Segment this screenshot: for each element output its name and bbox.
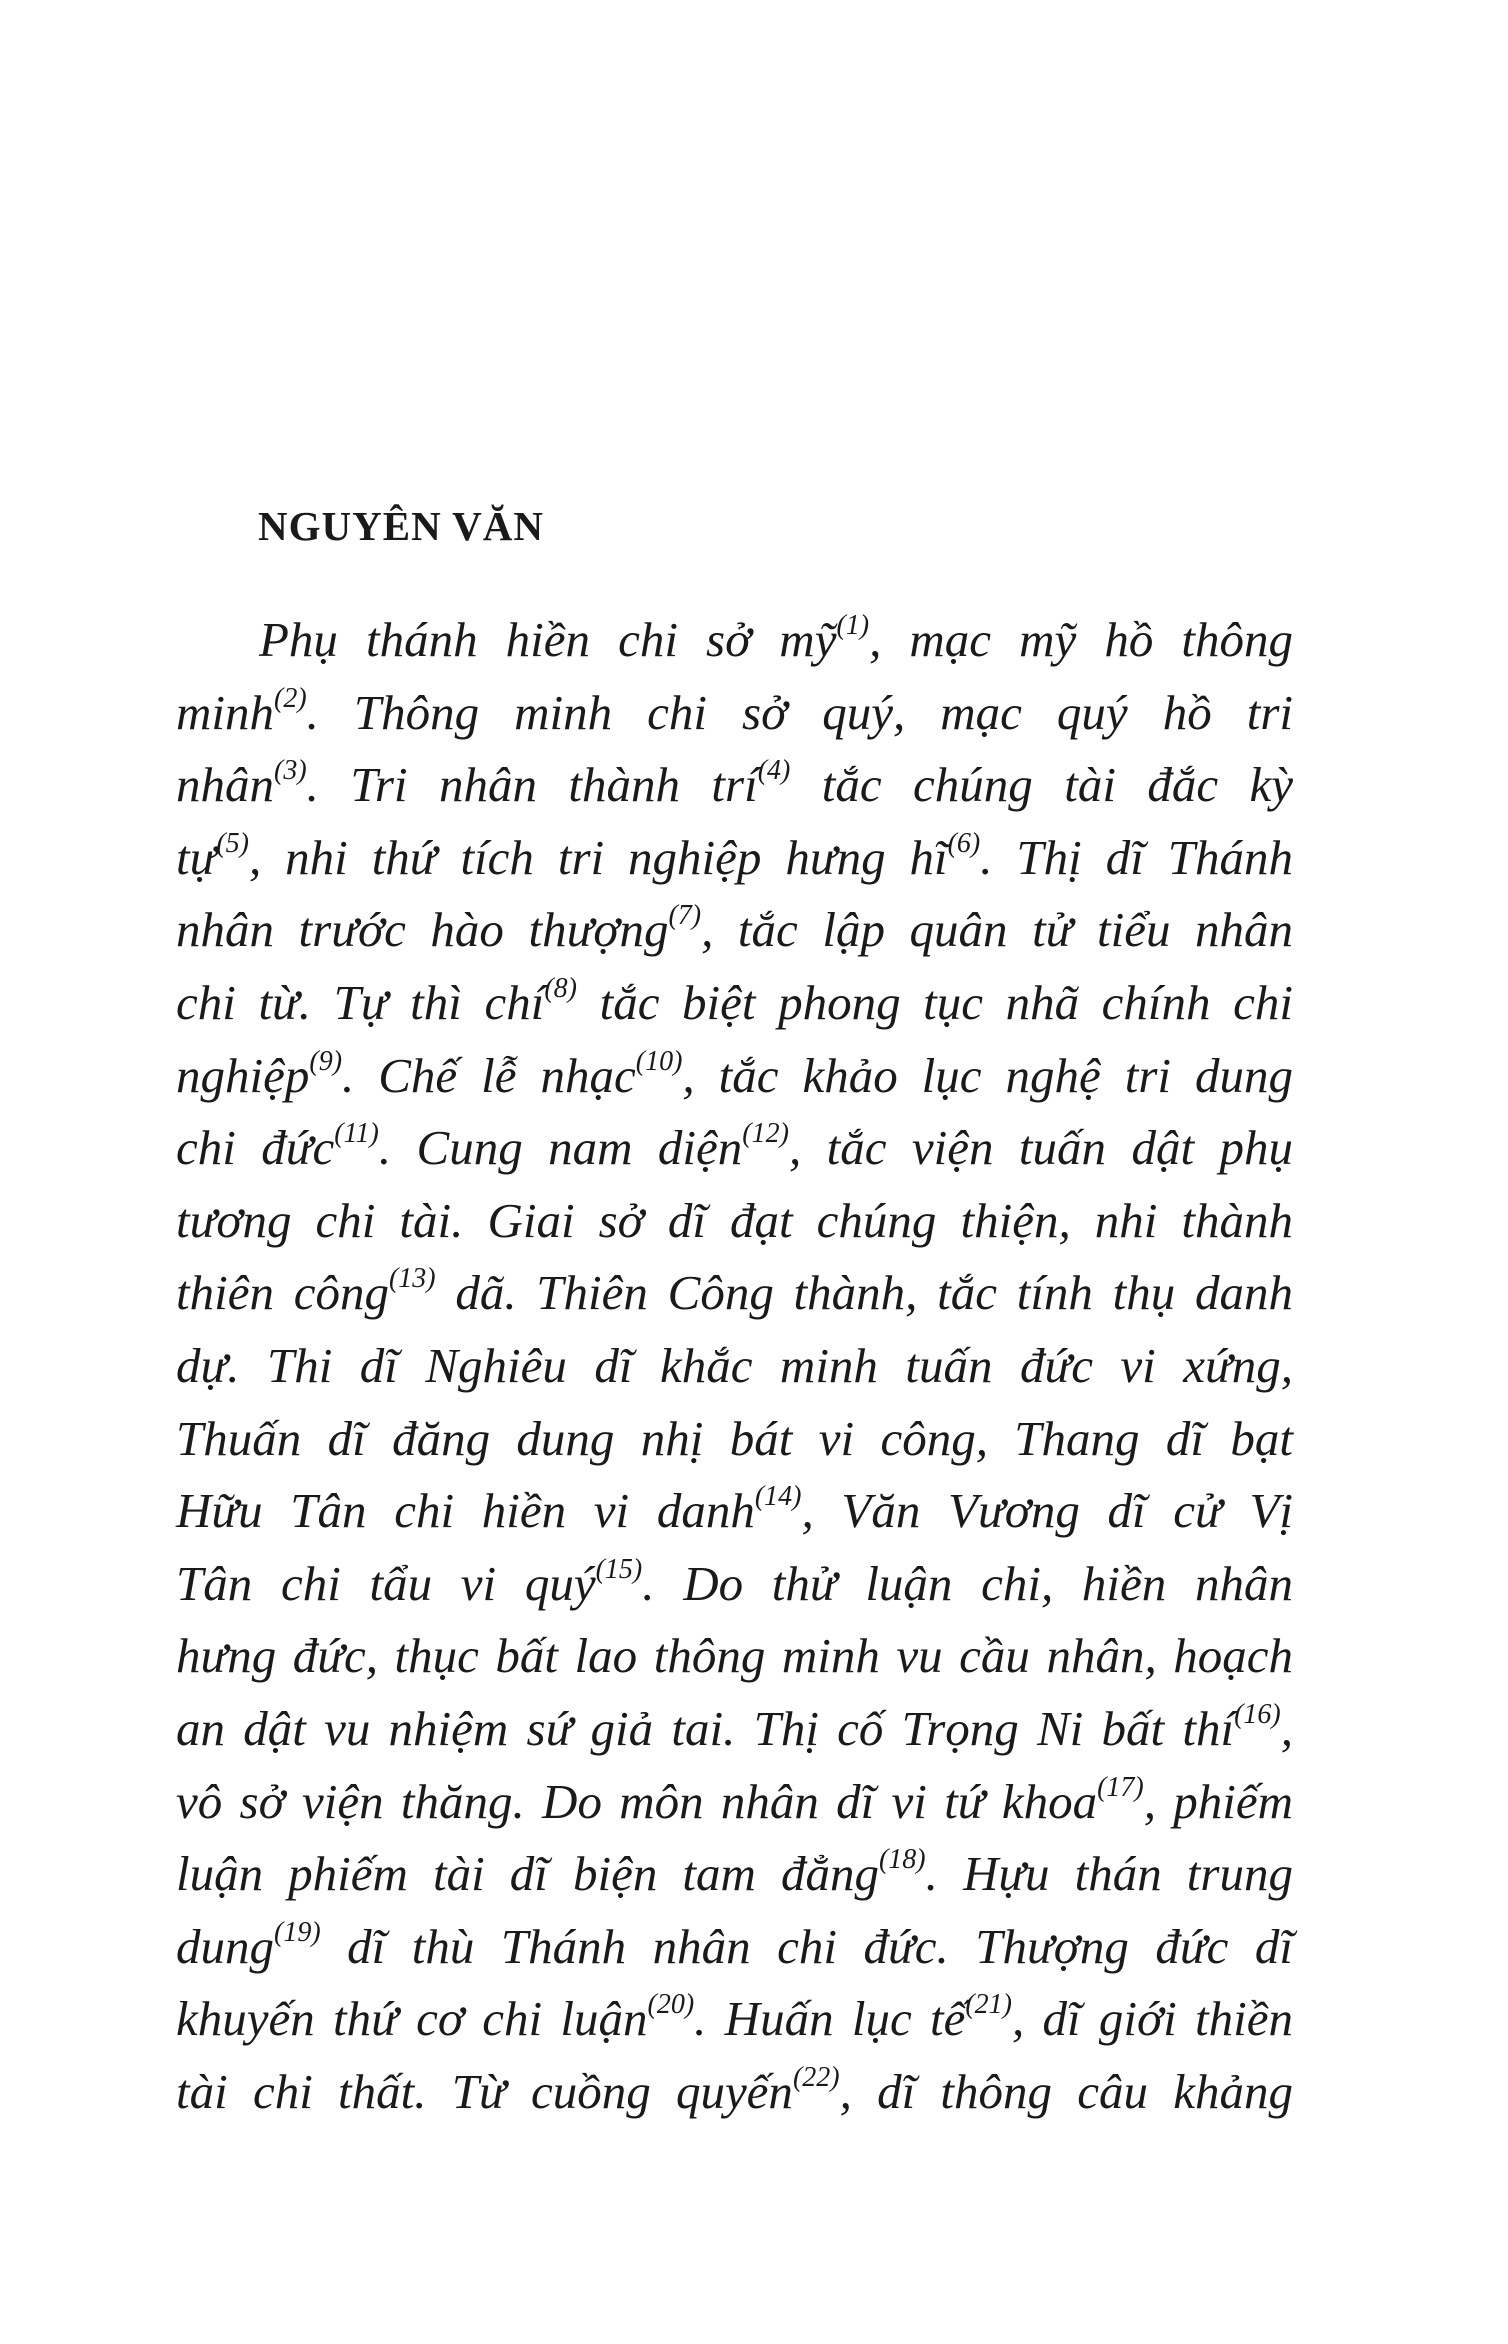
text-line — [176, 677, 1293, 750]
text-segment: khuyến thứ cơ chi luận — [176, 1991, 648, 2047]
text-line — [176, 1475, 1293, 1548]
text-line — [176, 1548, 1293, 1621]
text-segment: . Huấn lục tế — [694, 1991, 966, 2047]
section-heading: NGUYÊN VĂN — [258, 503, 545, 549]
text-segment: Tân chi tẩu vi quý — [176, 1555, 596, 1611]
text-segment: an dật vu nhiệm sứ giả tai. Thị cố Trọng Ni bất thí — [176, 1700, 1235, 1756]
footnote-marker: (10) — [635, 1045, 683, 1077]
text-line — [176, 1403, 1293, 1476]
text-line — [176, 749, 1293, 822]
text-line — [176, 1185, 1293, 1258]
text-segment: . Cung nam diện — [378, 1120, 743, 1176]
text-segment: nhân — [176, 757, 274, 813]
footnote-marker: (2) — [274, 682, 307, 714]
text-line — [176, 2056, 1293, 2129]
text-segment: . Thị dĩ Thánh — [980, 829, 1293, 885]
footnote-marker: (14) — [754, 1481, 802, 1513]
text-segment: , tắc khảo lục nghệ tri dung — [682, 1047, 1293, 1103]
footnote-marker: (5) — [216, 827, 249, 859]
text-line — [176, 1620, 1293, 1693]
footnote-marker: (17) — [1097, 1771, 1144, 1803]
text-line — [176, 822, 1293, 895]
text-segment: , tắc viện tuấn dật phụ — [788, 1120, 1294, 1176]
text-segment: , mạc mỹ hồ thông — [869, 612, 1293, 667]
text-segment: vô sở viện thăng. Do môn nhân dĩ vi tứ khoa — [176, 1773, 1098, 1829]
footnote-marker: (9) — [309, 1045, 343, 1077]
footnote-marker: (20) — [647, 1989, 695, 2021]
text-segment: luận phiếm tài dĩ biện tam đẳng — [176, 1846, 879, 1902]
text-segment: chi từ. Tự thì chí — [176, 974, 545, 1030]
body-paragraph — [176, 604, 1293, 2128]
footnote-marker: (16) — [1234, 1698, 1281, 1730]
footnote-marker: (6) — [947, 827, 981, 859]
text-line — [176, 1112, 1293, 1185]
text-segment: , dĩ giới thiền — [1011, 1991, 1293, 2047]
text-segment: tài chi thất. Từ cuồng quyến — [176, 2063, 793, 2119]
text-segment: tắc biệt phong tục nhã chính chi — [577, 974, 1293, 1030]
text-segment: tắc chúng tài đắc kỳ — [790, 757, 1294, 813]
text-segment: tự — [176, 829, 217, 885]
text-segment: dã. Thiên Công thành, tắc tính thụ danh — [435, 1265, 1293, 1321]
text-line — [176, 1330, 1293, 1403]
text-segment: , — [1280, 1700, 1293, 1756]
text-segment: dĩ thù Thánh nhân chi đức. Thượng đức dĩ — [320, 1918, 1293, 1974]
text-segment: dung — [176, 1918, 274, 1974]
text-segment: hưng đức, thục bất lao thông minh vu cầu nhân, hoạch — [176, 1628, 1293, 1684]
text-segment: Hữu Tân chi hiền vi danh — [176, 1483, 755, 1539]
footnote-marker: (4) — [757, 755, 791, 787]
text-segment: dự. Thi dĩ Nghiêu dĩ khắc minh tuấn đức vi xứng, — [176, 1337, 1293, 1393]
text-segment: . Tri nhân thành trí — [306, 757, 758, 813]
text-segment: , dĩ thông câu khảng — [839, 2063, 1293, 2119]
footnote-marker: (15) — [595, 1553, 643, 1585]
text-line — [176, 1983, 1293, 2056]
text-segment: nghiệp — [176, 1047, 310, 1103]
text-segment: . Chế lễ nhạc — [342, 1047, 636, 1103]
text-segment: , nhi thứ tích tri nghiệp hưng hĩ — [249, 829, 948, 885]
text-segment: Phụ thánh hiền chi sở mỹ — [259, 612, 837, 667]
footnote-marker: (3) — [274, 755, 307, 787]
text-segment: . Thông minh chi sở quý, mạc quý hồ tri — [306, 684, 1293, 740]
footnote-marker: (8) — [544, 972, 577, 1004]
text-line — [176, 1693, 1293, 1766]
text-line — [176, 1911, 1293, 1984]
text-segment: . Do thử luận chi, hiền nhân — [642, 1555, 1293, 1611]
text-line — [176, 1838, 1293, 1911]
text-segment: minh — [176, 684, 274, 740]
text-segment: tương chi tài. Giai sở dĩ đạt chúng thiện, nhi thành — [176, 1192, 1293, 1248]
footnote-marker: (13) — [388, 1263, 436, 1295]
text-segment: . Hựu thán trung — [925, 1846, 1293, 1902]
footnote-marker: (7) — [668, 900, 702, 932]
text-segment: , tắc lập quân tử tiểu nhân — [701, 902, 1293, 958]
footnote-marker: (11) — [334, 1118, 379, 1150]
text-segment: chi đức — [176, 1120, 335, 1176]
footnote-marker: (19) — [274, 1916, 321, 1948]
text-line — [176, 1766, 1293, 1839]
text-segment: nhân trước hào thượng — [176, 902, 669, 958]
footnote-marker: (1) — [836, 610, 870, 641]
text-segment: thiên công — [176, 1265, 389, 1321]
footnote-marker: (12) — [742, 1118, 789, 1150]
text-line — [176, 604, 1293, 677]
text-segment: Thuấn dĩ đăng dung nhị bát vi công, Thang dĩ bạt — [176, 1410, 1293, 1466]
text-segment: , Văn Vương dĩ cử Vị — [801, 1483, 1294, 1539]
footnote-marker: (22) — [792, 2061, 840, 2093]
footnote-marker: (18) — [878, 1844, 926, 1876]
text-segment: , phiếm — [1143, 1773, 1294, 1829]
text-line — [176, 1040, 1293, 1113]
text-line — [176, 894, 1293, 967]
footnote-marker: (21) — [965, 1989, 1012, 2021]
text-line — [176, 1257, 1293, 1330]
text-line — [176, 967, 1293, 1040]
